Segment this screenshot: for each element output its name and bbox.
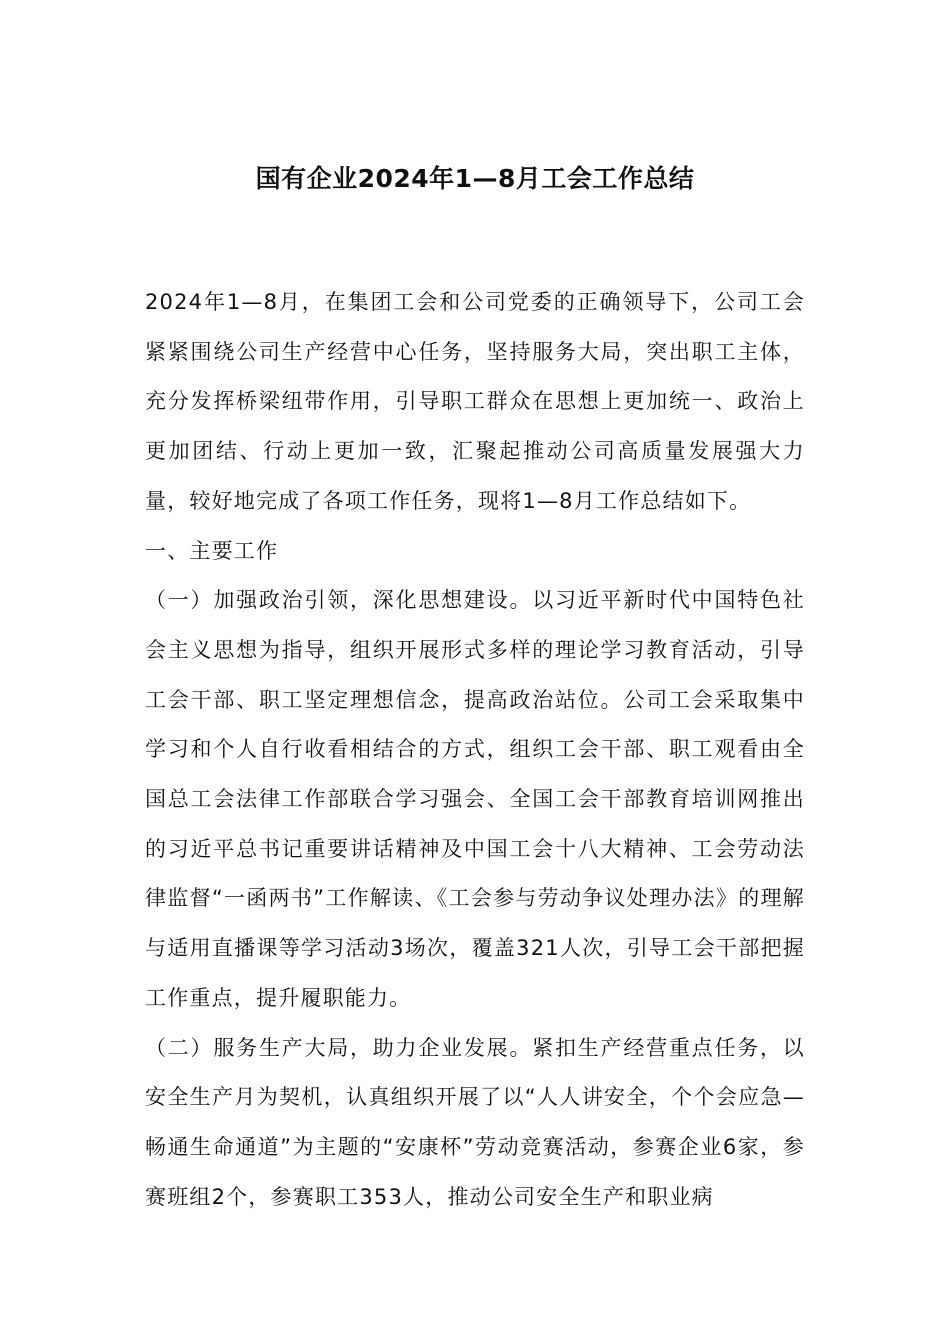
document-title: 国有企业2024年1—8月工会工作总结 <box>255 164 695 193</box>
document-body <box>145 278 805 1222</box>
item-paragraph-political-guidance: （一）加强政治引领，深化思想建设。以习近平新时代中国特色社会主义思想为指导，组织开展形式多样的理论学习教育活动，引导工会干部、职工坚定理想信念，提高政治站位。公司工会采取集中学习和个人自行收看相结合的方式，组织工会干部、职工观看由全国总工会法律工作部联合学习强会、全国工会干部教育培训网推出的习近平总书记重要讲话精神及中国工会十八大精神、工会劳动法律监督“一函两书”工作解读、《工会参与劳动争议处理办法》的理解与适用直播课等学习活动3场次，覆盖321人次，引导工会干部把握工作重点，提升履职能力。 <box>145 588 805 1010</box>
item-paragraph-production-service: （二）服务生产大局，助力企业发展。紧扣生产经营重点任务，以安全生产月为契机，认真组织开展了以“人人讲安全，个个会应急—畅通生命通道”为主题的“安康杯”劳动竞赛活动，参赛企业6家，参赛班组2个，参赛职工353人，推动公司安全生产和职业病 <box>145 1035 805 1209</box>
intro-paragraph: 2024年1—8月，在集团工会和公司党委的正确领导下，公司工会紧紧围绕公司生产经营中心任务，坚持服务大局，突出职工主体，充分发挥桥梁纽带作用，引导职工群众在思想上更加统一、政治上更加团结、行动上更加一致，汇聚起推动公司高质量发展强大力量，较好地完成了各项工作任务，现将1—8月工作总结如下。 <box>145 290 805 513</box>
section-heading-main-work: 一、主要工作 <box>145 538 279 563</box>
